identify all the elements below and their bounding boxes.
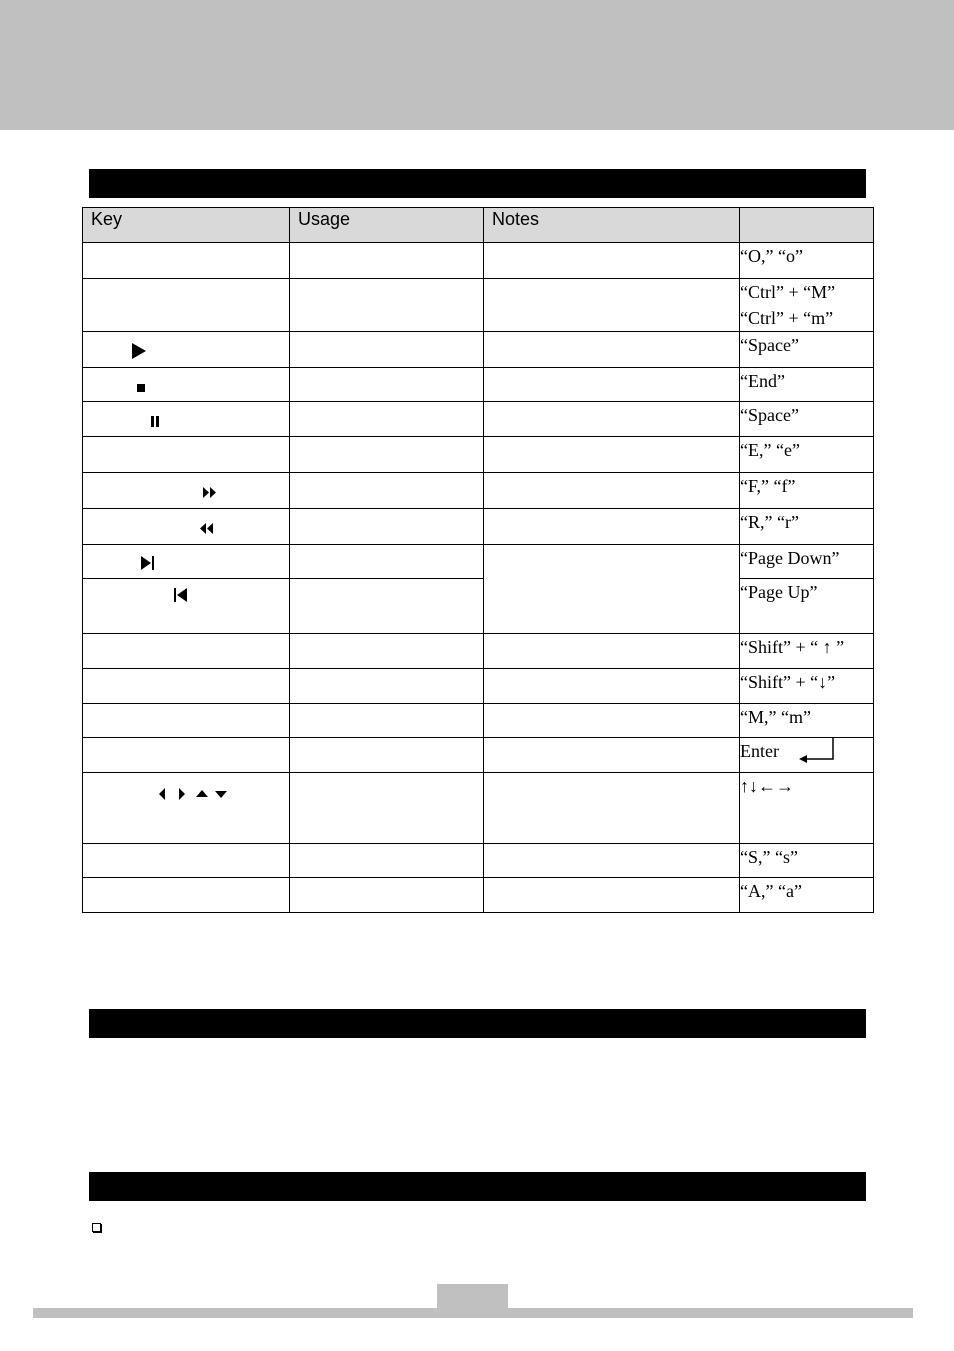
shortcut-table xyxy=(82,207,874,913)
shortcut-cell: “Ctrl” + “M” “Ctrl” + “m” xyxy=(740,279,874,332)
section-bar-keyboard-shortcuts xyxy=(89,169,866,198)
pause-icon xyxy=(151,416,159,427)
header-key: Key xyxy=(83,208,290,243)
usage-cell xyxy=(290,669,484,704)
usage-cell xyxy=(290,437,484,473)
shortcut-cell: “O,” “o” xyxy=(740,243,874,279)
table-row xyxy=(83,738,874,773)
shortcut-cell: “A,” “a” xyxy=(740,878,874,913)
rewind-icon xyxy=(200,523,214,534)
key-cell xyxy=(83,579,290,634)
key-cell xyxy=(83,878,290,913)
key-cell xyxy=(83,545,290,579)
usage-cell xyxy=(290,368,484,402)
key-cell xyxy=(83,669,290,704)
shortcut-cell: “End” xyxy=(740,368,874,402)
table-row xyxy=(83,279,874,332)
usage-cell xyxy=(290,773,484,844)
shortcut-cell: “R,” “r” xyxy=(740,509,874,545)
notes-cell xyxy=(484,243,740,279)
table-row xyxy=(83,509,874,545)
table-row xyxy=(83,243,874,279)
notes-cell xyxy=(484,402,740,437)
enter-key-icon xyxy=(799,738,835,764)
table-row xyxy=(83,437,874,473)
table-row xyxy=(83,473,874,509)
footer-bar xyxy=(33,1308,913,1318)
key-cell xyxy=(83,437,290,473)
key-cell xyxy=(83,243,290,279)
shortcut-cell: ↑↓←→ xyxy=(740,773,874,844)
usage-cell xyxy=(290,545,484,579)
notes-cell xyxy=(484,738,740,773)
notes-cell xyxy=(484,368,740,402)
key-cell xyxy=(83,402,290,437)
usage-cell xyxy=(290,878,484,913)
top-header-band xyxy=(0,0,954,130)
key-cell xyxy=(83,332,290,368)
direction-arrows-icon xyxy=(159,787,229,801)
shortcut-cell: “S,” “s” xyxy=(740,844,874,878)
header-shortcut xyxy=(740,208,874,243)
usage-cell xyxy=(290,332,484,368)
key-cell xyxy=(83,844,290,878)
table-row xyxy=(83,773,874,844)
key-cell xyxy=(83,704,290,738)
table-row xyxy=(83,545,874,579)
table-header-row xyxy=(83,208,874,243)
notes-cell xyxy=(484,634,740,669)
usage-cell xyxy=(290,579,484,634)
notes-cell xyxy=(484,437,740,473)
skip-previous-icon xyxy=(174,588,188,602)
table-row xyxy=(83,402,874,437)
notes-cell xyxy=(484,669,740,704)
notes-cell xyxy=(484,509,740,545)
stop-icon xyxy=(137,384,145,392)
notes-cell xyxy=(484,773,740,844)
shortcut-cell: “Page Up” xyxy=(740,579,874,634)
shortcut-cell: “Shift” + “↓” xyxy=(740,669,874,704)
usage-cell xyxy=(290,738,484,773)
usage-cell xyxy=(290,402,484,437)
shortcut-cell: “Space” xyxy=(740,332,874,368)
key-cell xyxy=(83,473,290,509)
key-cell xyxy=(83,738,290,773)
notes-cell xyxy=(484,332,740,368)
shortcut-cell: “M,” “m” xyxy=(740,704,874,738)
header-usage: Usage xyxy=(290,208,484,243)
shortcut-cell: “Space” xyxy=(740,402,874,437)
fast-forward-icon xyxy=(203,487,217,498)
section-bar-second xyxy=(89,1009,866,1038)
usage-cell xyxy=(290,844,484,878)
usage-cell xyxy=(290,704,484,738)
shortcut-cell: “Shift” + “ ↑ ” xyxy=(740,634,874,669)
key-cell xyxy=(83,368,290,402)
usage-cell xyxy=(290,279,484,332)
play-icon xyxy=(132,343,146,359)
notes-cell xyxy=(484,279,740,332)
notes-cell xyxy=(484,878,740,913)
shortcut-cell: “E,” “e” xyxy=(740,437,874,473)
shortcut-cell: Enter xyxy=(740,738,874,773)
key-cell xyxy=(83,509,290,545)
table-row xyxy=(83,669,874,704)
usage-cell xyxy=(290,509,484,545)
shortcut-cell: “F,” “f” xyxy=(740,473,874,509)
table-row xyxy=(83,634,874,669)
table-row xyxy=(83,332,874,368)
shortcut-cell: “Page Down” xyxy=(740,545,874,579)
skip-next-icon xyxy=(141,556,155,570)
usage-cell xyxy=(290,473,484,509)
section-bar-third xyxy=(89,1172,866,1201)
table-row xyxy=(83,579,874,634)
notes-cell xyxy=(484,545,740,634)
notes-cell xyxy=(484,704,740,738)
key-cell xyxy=(83,773,290,844)
table-row xyxy=(83,878,874,913)
usage-cell xyxy=(290,634,484,669)
key-cell xyxy=(83,634,290,669)
usage-cell xyxy=(290,243,484,279)
header-notes: Notes xyxy=(484,208,740,243)
key-cell xyxy=(83,279,290,332)
table-row xyxy=(83,844,874,878)
notes-cell xyxy=(484,844,740,878)
table-row xyxy=(83,368,874,402)
table-row xyxy=(83,704,874,738)
notes-cell xyxy=(484,473,740,509)
checkbox-bullet-icon xyxy=(92,1223,101,1232)
